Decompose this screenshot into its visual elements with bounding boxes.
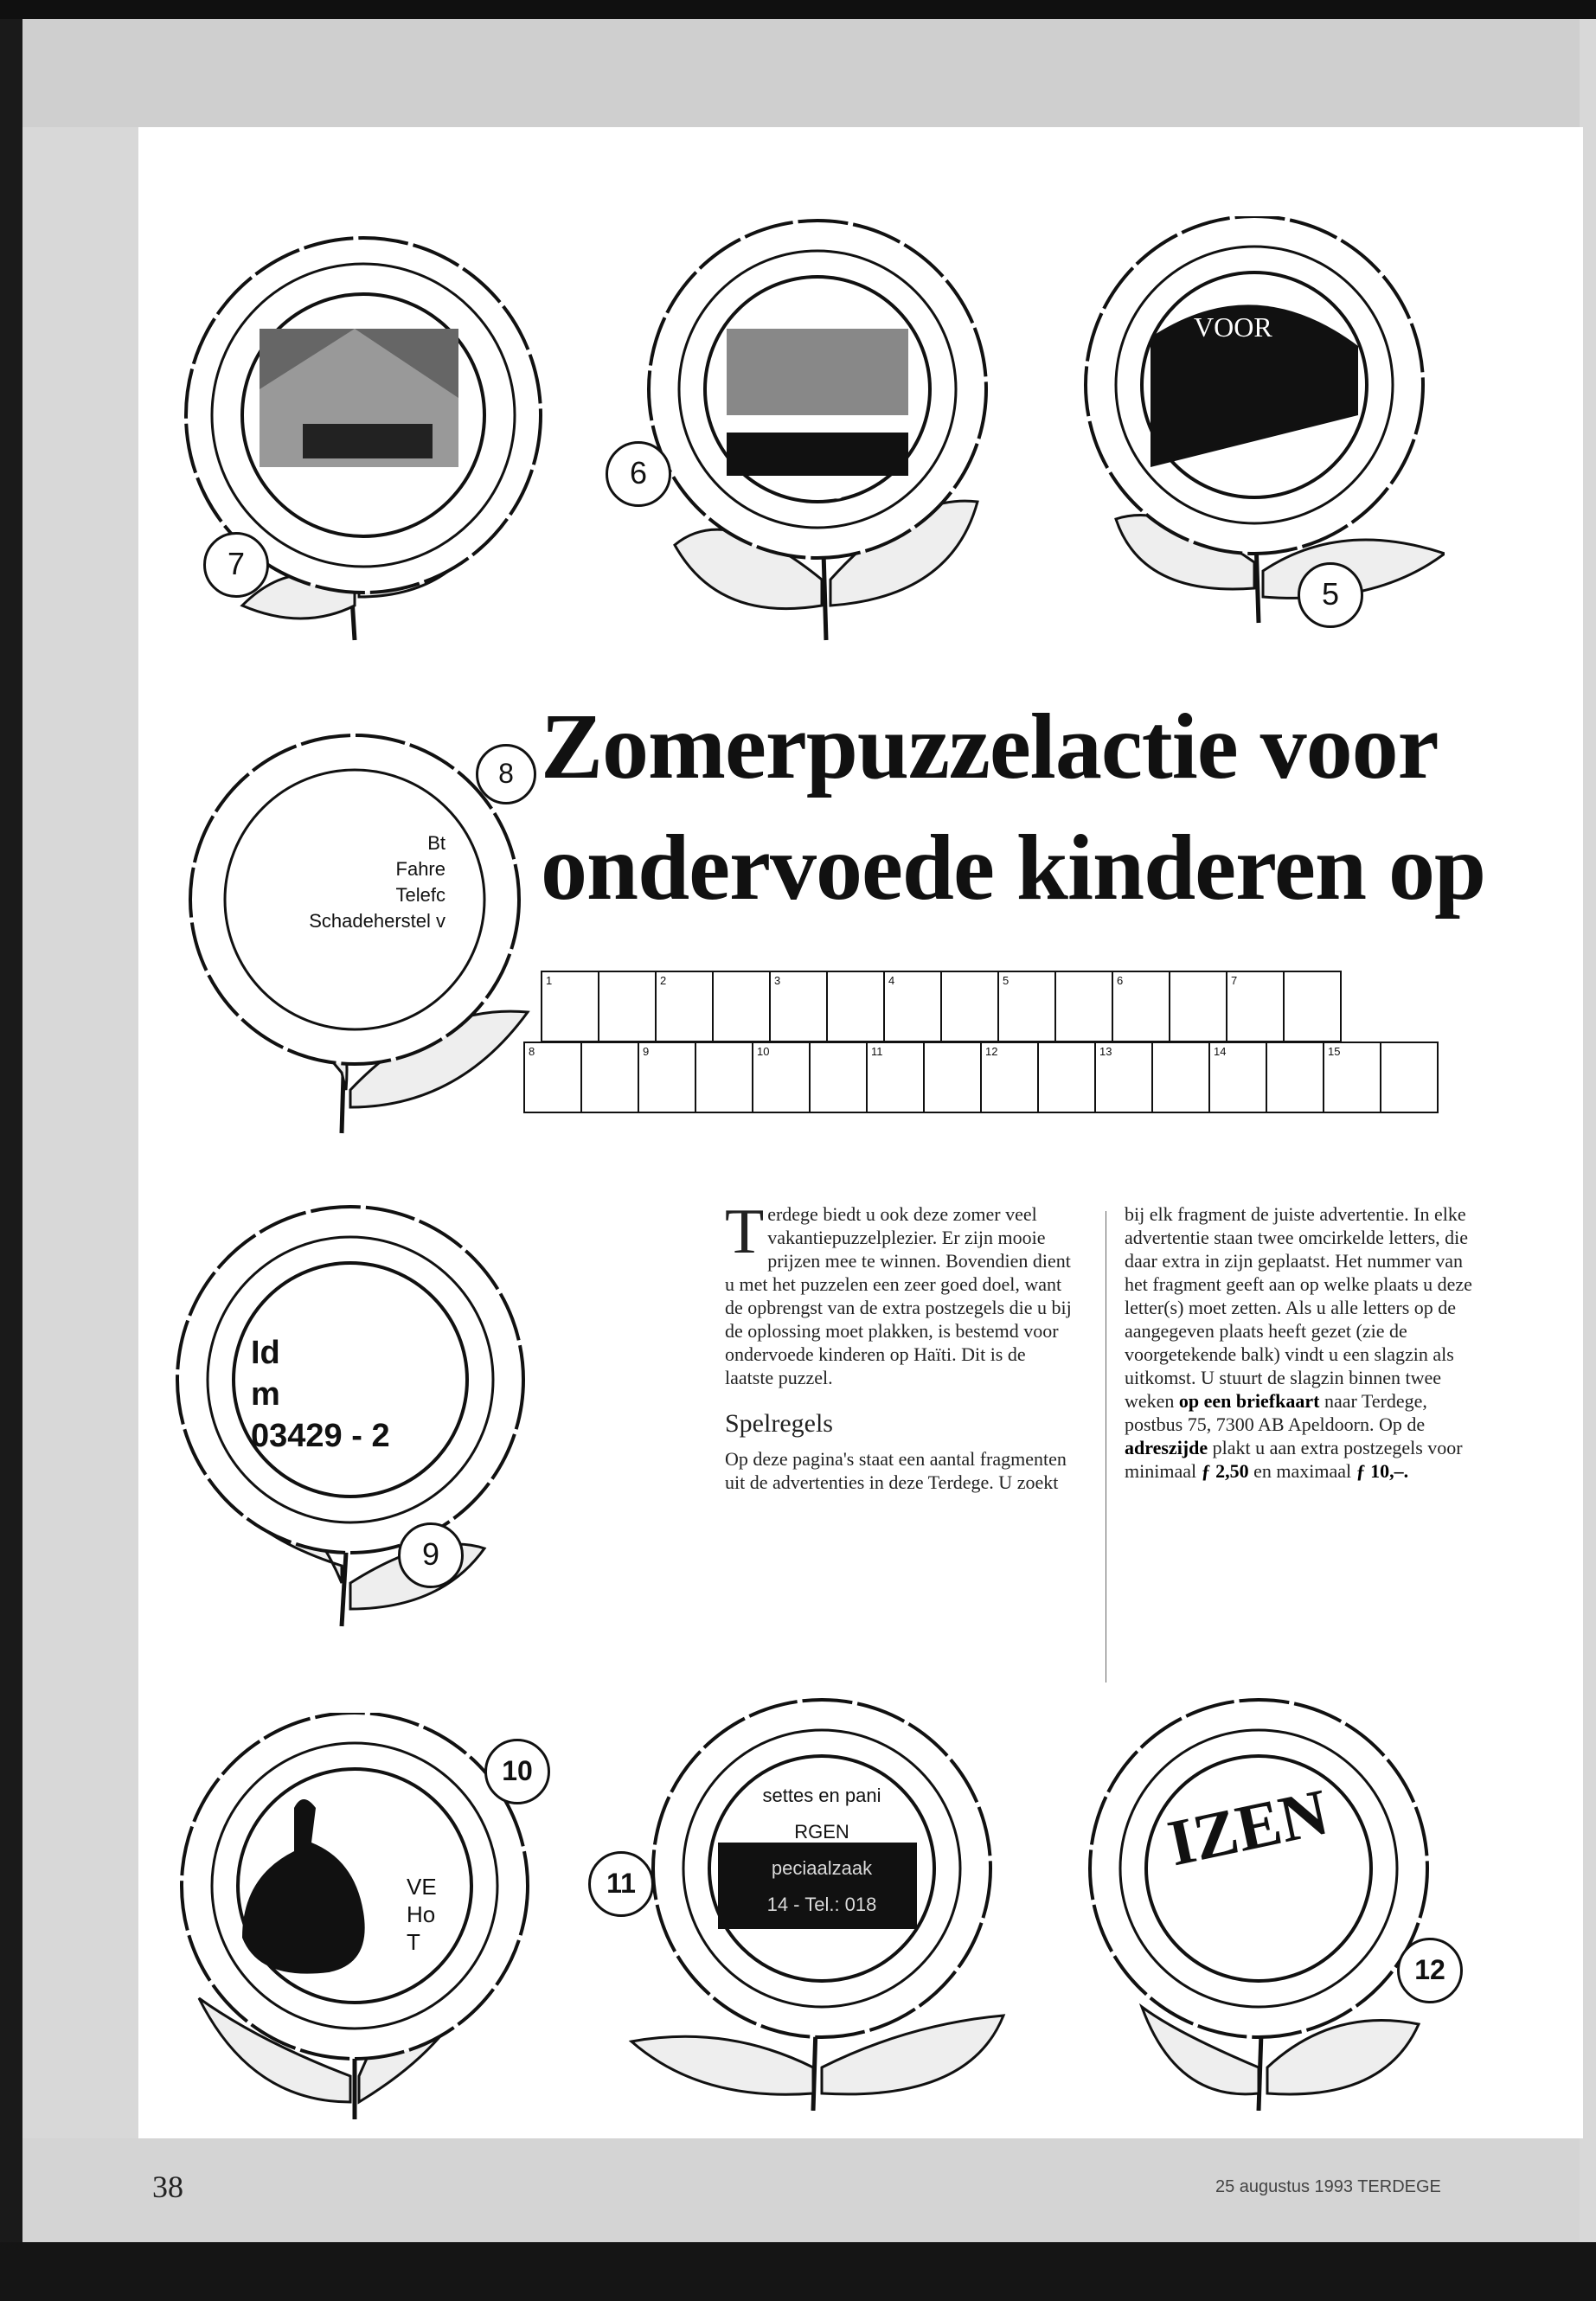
puzzle-cell[interactable]: 12: [980, 1042, 1039, 1113]
puzzle-cell[interactable]: 15: [1323, 1042, 1381, 1113]
intro-paragraph: Terdege biedt u ook deze zomer veel vakantiepuzzelplezier. Er zijn mooie prijzen mee te winnen. Bovendien dient u met het puzzelen een zeer goed doel, want de opbrengst van de extra postzegels die u bij de oplossing moet plakken, is bestemd voor ondervoede kinderen op Haïti. Dit is de laatste puzzel.: [725, 1196, 1072, 1388]
fragment-number-10: 10: [484, 1739, 550, 1804]
puzzle-row-2: [525, 1042, 1439, 1113]
puzzle-cell[interactable]: 9: [638, 1042, 696, 1113]
fragment-12-text: IZEN: [1162, 1775, 1335, 1881]
puzzle-cell[interactable]: [923, 1042, 982, 1113]
dateline: 25 augustus 1993 TERDEGE: [1215, 2177, 1441, 2196]
scan-edge-top: [0, 0, 1596, 19]
rules-paragraph-1: Op deze pagina's staat een aantal fragmenten uit de advertenties in deze Terdege. U zoekt: [725, 1448, 1067, 1493]
fragment-number-5: 5: [1298, 562, 1363, 628]
puzzle-row-1: [542, 971, 1342, 1042]
fragment-number-8: 8: [476, 744, 536, 804]
puzzle-cell[interactable]: 3: [769, 971, 828, 1042]
headline-line-1: Zomerpuzzelactie voor: [541, 695, 1439, 798]
rules-column: [1125, 1202, 1488, 1483]
fragment-number-7: 7: [203, 532, 269, 598]
puzzle-cell[interactable]: [712, 971, 771, 1042]
fragment-12: [1073, 1695, 1471, 2111]
puzzle-cell[interactable]: 13: [1094, 1042, 1153, 1113]
scan-edge-bottom: [0, 2242, 1596, 2301]
fragment-11: [606, 1695, 1012, 2111]
fragment-number-9: 9: [398, 1522, 464, 1588]
puzzle-cell[interactable]: 1: [541, 971, 599, 1042]
fragment-9: [156, 1202, 536, 1635]
puzzle-cell[interactable]: [1283, 971, 1342, 1042]
puzzle-cell[interactable]: [1266, 1042, 1324, 1113]
flower-icon: [623, 216, 1003, 649]
dropcap: T: [725, 1196, 765, 1267]
page-number: 38: [152, 2170, 183, 2204]
puzzle-cell[interactable]: 8: [523, 1042, 582, 1113]
scan-margin-top: [22, 19, 1580, 127]
puzzle-cell[interactable]: [580, 1042, 639, 1113]
rules-paragraph-2: bij elk fragment de juiste advertentie. In elke advertentie staan twee omcirkelde letters, die daar extra in zijn geplaatst. Het nummer van het fragment geeft aan op welke plaats u deze letter(s) moet zetten. Als u alle letters op de aangegeven plaats heeft gezet (zie de voorgetekende balk) vindt u een slagzin als uitkomst. U stuurt de slagzin binnen twee weken op een briefkaart naar Terdege, postbus 75, 7300 AB Apeldoorn. Op de adreszijde plakt u aan extra postzegels voor minimaal ƒ 2,50 en maximaal ƒ 10,–.: [1125, 1203, 1472, 1482]
scan-edge-left: [0, 19, 22, 2242]
fragment-7: [173, 225, 554, 657]
puzzle-cell[interactable]: [598, 971, 657, 1042]
puzzle-cell[interactable]: [1380, 1042, 1439, 1113]
puzzle-cell[interactable]: 6: [1112, 971, 1170, 1042]
fragment-10: [156, 1713, 554, 2119]
fragment-10-text: VE Ho T: [407, 1874, 437, 1955]
fragment-6: [623, 216, 1003, 649]
puzzle-cell[interactable]: 11: [866, 1042, 925, 1113]
flower-icon: [1064, 216, 1445, 649]
puzzle-cell[interactable]: [826, 971, 885, 1042]
puzzle-cell[interactable]: 7: [1226, 971, 1285, 1042]
fragment-number-6: 6: [606, 441, 671, 507]
puzzle-cell[interactable]: [1037, 1042, 1096, 1113]
rules-heading: Spelregels: [725, 1409, 833, 1438]
headline-line-2: ondervoede kinderen op: [541, 817, 1486, 920]
fragment-number-11: 11: [588, 1851, 654, 1917]
intro-column: [725, 1196, 1073, 1494]
puzzle-cell[interactable]: [695, 1042, 753, 1113]
puzzle-cell[interactable]: 2: [655, 971, 714, 1042]
puzzle-cell[interactable]: [940, 971, 999, 1042]
puzzle-cell[interactable]: 5: [997, 971, 1056, 1042]
puzzle-cell[interactable]: 14: [1208, 1042, 1267, 1113]
puzzle-cell[interactable]: [809, 1042, 868, 1113]
puzzle-cell[interactable]: [1054, 971, 1113, 1042]
fragment-5: [1064, 216, 1445, 649]
flower-icon: [1073, 1695, 1471, 2111]
puzzle-cell[interactable]: [1151, 1042, 1210, 1113]
fragment-8: [164, 727, 545, 1142]
fragment-5-text: VOOR: [1194, 311, 1272, 343]
fragment-11-text: settes en pani RGEN peciaalzaak 14 - Tel.: 018: [762, 1785, 881, 1915]
fragment-6-text: echt g: [779, 473, 845, 499]
puzzle-cell[interactable]: [1169, 971, 1227, 1042]
fragment-8-text: Bt Fahre Telefc Schadeherstel v: [309, 832, 445, 932]
fragment-9-text: Id m 03429 - 2: [251, 1335, 390, 1454]
puzzle-cell[interactable]: 10: [752, 1042, 811, 1113]
fragment-number-12: 12: [1397, 1938, 1463, 2003]
puzzle-cell[interactable]: 4: [883, 971, 942, 1042]
